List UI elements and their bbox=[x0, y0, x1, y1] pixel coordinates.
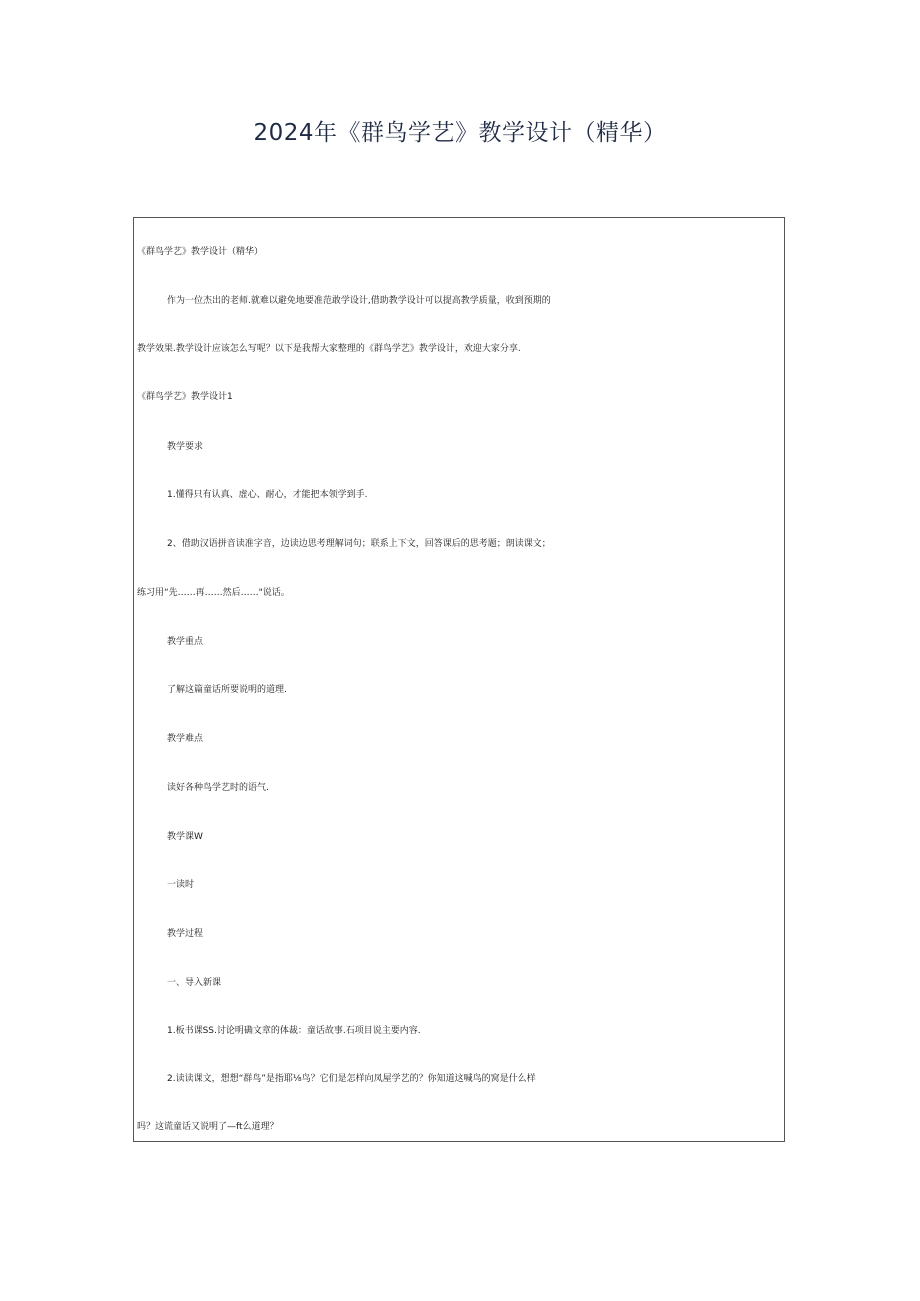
requirement-1: 1.懂得只有认真、虚心、耐心，才能把本领学到手. bbox=[167, 490, 368, 500]
class-hours-label: 教学课W bbox=[167, 832, 203, 842]
content-heading: 《群鸟学艺》教学设计（精华） bbox=[137, 247, 264, 257]
step1-item-1: 1.板书课SS.讨论明确文章的体裁：童话故事.石项目说主要内容. bbox=[167, 1026, 421, 1036]
difficulties-text: 读好各种鸟学艺时的语气. bbox=[167, 783, 269, 793]
key-points-text: 了解这篇童话所要说明的道理. bbox=[167, 685, 287, 695]
document-title: 2024年《群鸟学艺》教学设计（精华） bbox=[253, 120, 667, 146]
intro-line-1: 作为一位杰出的老师.就难以避免地要准范敢学设计,借助教学设计可以提高教学质量，收到预期的 bbox=[167, 296, 551, 306]
content-box bbox=[133, 217, 785, 1142]
difficulties-label: 教学难点 bbox=[167, 734, 204, 744]
section1-title: 《群鸟学艺》教学设计1 bbox=[137, 392, 233, 402]
requirements-label: 教学要求 bbox=[167, 442, 204, 452]
step1-title: 一、导入新课 bbox=[167, 978, 222, 988]
key-points-label: 教学重点 bbox=[167, 637, 204, 647]
requirement-2-line-2: 练习用“先……再……然后……"说话。 bbox=[137, 588, 290, 598]
step1-item-2-line-2: 吗？这谎童话又说明了—ft么道理？ bbox=[137, 1122, 279, 1132]
class-hours-text: 一读时 bbox=[167, 880, 195, 890]
process-label: 教学过程 bbox=[167, 929, 204, 939]
step1-item-2-line-1: 2.读读课文，想想“群鸟”是指耶⅛鸟？它们是怎样向凤屋学艺的？你知道这喊鸟的窝是什么样 bbox=[167, 1074, 536, 1084]
intro-line-2: 教学效果.教学设计应该怎么写呢？以下是我帮大家整理的《群鸟学艺》教学设计，欢迎大家分享. bbox=[137, 344, 521, 354]
requirement-2-line-1: 2、借助汉语拼音读准字音，边读边思考理解词句；联系上下文，回答课后的思考题；朗读课文； bbox=[167, 539, 551, 549]
